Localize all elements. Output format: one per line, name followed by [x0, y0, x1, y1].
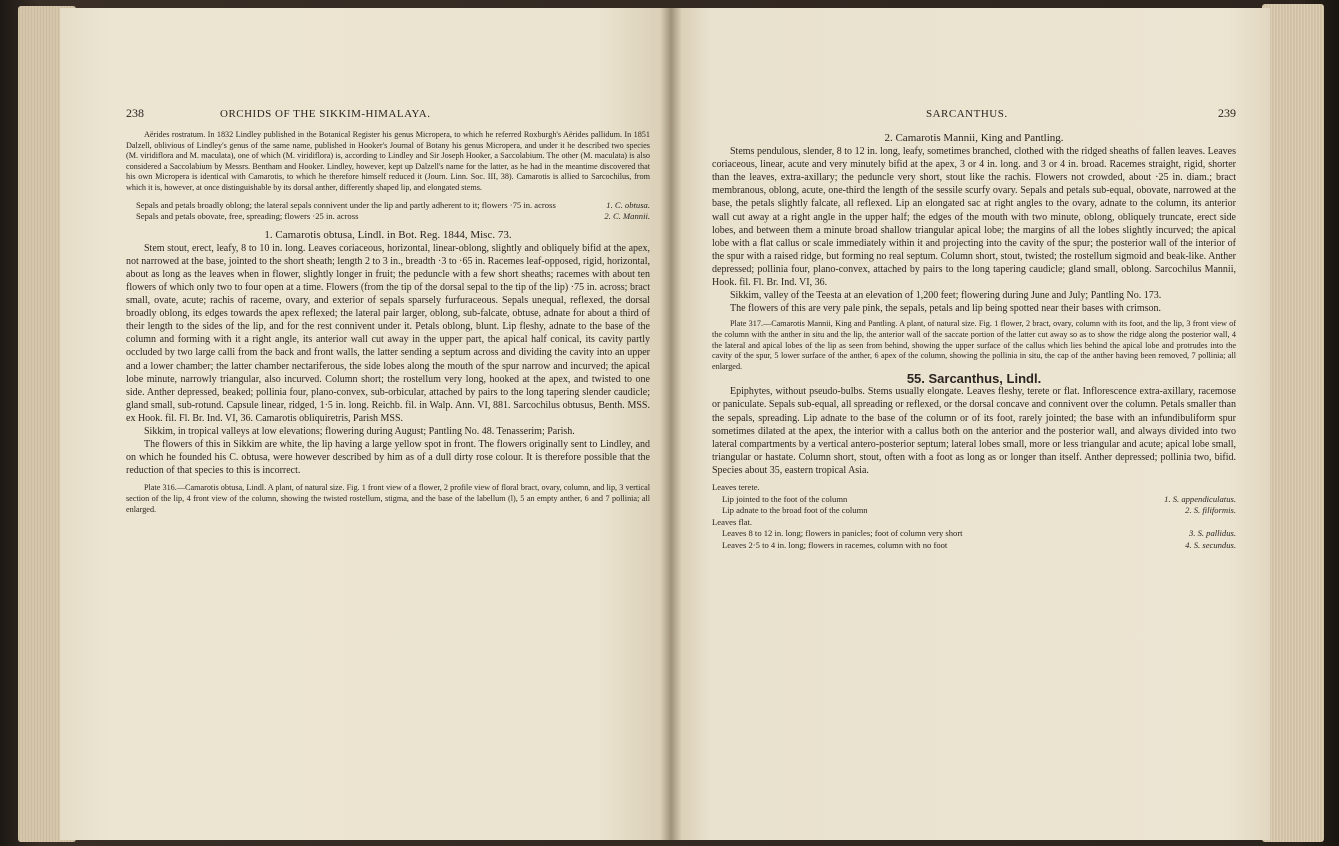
page-edges-right — [1262, 4, 1324, 842]
locality-mannii: Sikkim, valley of the Teesta at an elevation of 1,200 feet; flowering during June and July; Pantling No. 173. — [730, 290, 1162, 302]
camarotis-key — [136, 200, 650, 223]
left-page-number: 238 — [126, 106, 144, 120]
description-obtusa: Stem stout, erect, leafy, 8 to 10 in. long. Leaves coriaceous, horizontal, linear-oblong, slightly and obliquely bifid at the apex, not narrowed at the base, jointed to the short sheath; length 2 to 3 in., breadth ·3 to ·65 in. Racemes leaf-opposed, rigid, horizontal, about as long as the leaves when in flower, slightly longer in fruit; the peduncle with a few short sheaths; racemes with about ten flowers of which only two to four open at a time. Flowers (from the tip of the dorsal sepal to the tip of the lip) ·75 in. across; bract small, ovate, acute; rachis of raceme, ovary, and exterior of sepals sparsely furfuraceous. Sepals unequal, reflexed, the dorsal broadly oblong, its edges towards the apex reflexed; the lateral pair larger, oblong, sub-falcate, obtuse, adnate for about a third of their length to the sides of the lip, and for the rest connivent under it. Petals oblong, blunt. Lip fleshy, adnate to the base of the column and forming with it a right angle, its anterior wall cut away in the upper part, the apical half conical, its cavity partly occluded by two large calli from the back and front walls, the latter sending a septum across and dividing the cavity into an upper and a lower chamber; the latter chamber nectariferous, the side lobes along the mouth of the spur narrow and incurved; the apical lobe minute, narrowly triangular, also incurved. Column short; the rostellum very long, hooked at the apex, and twisted to one side. Anther depressed, beaked; pollinia four, plano-convex, sub-orbicular, attached by pairs to the long tapering slender caudicle; gland small, sub-rotund. Capsule linear, ridged, 1·5 in. long. Reichb. fil. in Walp. Ann. VI, 881. Sarcochilus obtusus, Benth. MSS. ex Hook. fil. Fl. Br. Ind. VI, 36. Camarotis obliquiretris, Parish MSS. — [126, 242, 650, 424]
left-page — [60, 8, 670, 840]
book-gutter — [660, 8, 682, 840]
key-row: Leaves 2·5 to 4 in. long; flowers in racemes, column with no foot 4. S. secundus. — [722, 539, 1236, 550]
right-running-header: SARCANTHUS. — [926, 108, 1008, 120]
genus-heading-sarcanthus: 55. Sarcanthus, Lindl. — [906, 371, 1042, 387]
left-running-header: ORCHIDS OF THE SIKKIM-HIMALAYA. — [220, 108, 431, 120]
key-label: Leaves terete. — [712, 482, 760, 493]
key-row: Sepals and petals broadly oblong; the lateral sepals connivent under the lip and partly adherent to it; flowers ·75 in. across 1. C. obtusa. — [136, 199, 650, 210]
right-text-block — [712, 132, 1236, 551]
key-row: Sepals and petals obovate, free, spreading; flowers ·25 in. across 2. C. Mannii. — [136, 211, 650, 222]
plate-caption-316: Plate 316.—Camarotis obtusa, Lindl. A plant, of natural size. Fig. 1 front view of a flower, 2 profile view of floral bract, ovary, column, and lip, 3 vertical section of the lip, 4 front view of the column, showing the twisted rostellum, stigma, and the base of the labellum (l), 5 an empty anther, 6 and 7 pollinia; all enlarged. — [126, 483, 650, 514]
notes-obtusa: The flowers of this in Sikkim are white, the lip having a large yellow spot in front. The flowers originally sent to Lindley, and on which he founded his C. obtusa, were however described by him as of a dull dirty rose colour. It is therefore possible that the reduction of that species to this is incorrect. — [126, 439, 650, 477]
plate-caption-317: Plate 317.—Camarotis Mannii, King and Pantling. A plant, of natural size. Fig. 1 flower, 2 bract, ovary, column with its foot, and the lip, 3 front view of the column with the anther in situ and the lip, the anterior wall of the saccate portion of the latter cut away so as to show the ridge along the posterior wall, 4 the lateral and apical lobes of the lip as seen from behind, showing the upper surface of the callus which lies behind the apical lobe and protrudes into the cavity of the spur, 5 lower surface of the anther, 6 apex of the column, showing the pollinia in situ, the cap of the anther having been removed, 7 pollinia; all enlarged. — [712, 319, 1236, 371]
species-heading-mannii: 2. Camarotis Mannii, King and Pantling. — [884, 132, 1064, 144]
right-page — [670, 8, 1270, 840]
intro-paragraph: Aërides rostratum. In 1832 Lindley published in the Botanical Register his genus Micropera, to which he referred Roxburgh's Aërides pallidum. In 1851 Dalzell, oblivious of Lindley's genus of the same name, published in Hooker's Journal of Botany his genus Micropera, and under it he described two species (M. viridiflora and M. maculata), one of which (M. viridiflora) is, according to Lindley and Sir Joseph Hooker, a Saccolabium. The other (M. maculata) is also considered a Saccolabium by Messrs. Bentham and Hooker. Lindley, however, kept up Dalzell's name for the latter, as he had in the meantime discovered that his own Micropera is identical with Camarotis, to which he therefore himself reduced it (Journ. Linn. Soc. III, 38). Camarotis is allied to Sarcochilus, from which it is, however, at once distinguishable by its dorsal anther, differently shaped lip, and elongated stems. — [126, 130, 650, 192]
right-page-number: 239 — [1218, 106, 1236, 120]
key-label: Leaves flat. — [712, 516, 753, 527]
left-text-block — [126, 130, 650, 515]
key-row: Lip adnate to the broad foot of the column 2. S. filiformis. — [722, 505, 1236, 516]
key-row: Leaves 8 to 12 in. long; flowers in panicles; foot of column very short 3. S. pallidus. — [722, 528, 1236, 539]
key-row: Lip jointed to the foot of the column 1. S. appendiculatus. — [722, 493, 1236, 504]
genus-description: Epiphytes, without pseudo-bulbs. Stems usually elongate. Leaves fleshy, terete or flat. Inflorescence extra-axillary, racemose or paniculate. Sepals sub-equal, all spreading or reflexed, or the dorsal concave and connivent over the column. Petals smaller than the sepals, spreading. Lip adnate to the base of the column or of its foot, rarely jointed; the base with an infundibuliform spur sometimes dilated at the apex, the interior with a callus both on the anterior and the posterior wall, and always divided into two lateral compartments by a vertical antero-posterior septum; lateral lobes small, more or less triangular and acute; apical lobe small, triangular or hastate. Column short, stout, often with a foot as long as or longer than itself. Anther depressed; pollinia two, bifid. Species about 35, eastern tropical Asia. — [712, 386, 1236, 476]
species-heading-obtusa: 1. Camarotis obtusa, Lindl. in Bot. Reg. 1844, Misc. 73. — [264, 228, 512, 241]
locality-obtusa: Sikkim, in tropical valleys at low elevations; flowering during August; Pantling No. 48. Tenasserim; Parish. — [144, 425, 575, 437]
notes-mannii: The flowers of this are very pale pink, the sepals, petals and lip being spotted near their bases with crimson. — [730, 303, 1161, 315]
description-mannii: Stems pendulous, slender, 8 to 12 in. long, leafy, sometimes branched, clothed with the ridged sheaths of fallen leaves. Leaves coriaceous, linear, acute and very minutely bifid at the apex, 3 or 4 in. long. and 3 or 4 in. broad. Racemes straight, rigid, shorter than the leaves, extra-axillary; the peduncle very short, stout like the rachis. Flowers not crowded, about ·25 in. diam.; bract membranous, oblong, acute, one-third the length of the sessile scurfy ovary. Sepals and petals sub-equal, obovate, narrowed at the base, the petals slightly falcate, all reflexed. Lip an elongated sac at right angles to the ovary, adnate to the column, its anterior wall cut away at a right angle in the upper half; the edges of the mouth with two minute, oblong, obliquely truncate, erect side lobes, and between them a minute broad shallow triangular apical lobe; the margins of all the lobes slightly incurved; the apical lobe with a flat callus or scale immediately within it and projecting into the cavity of the spur; the posterior wall of the interior of the spur with a raised ridge, but forming no real septum. Column short, stout, twisted; the rostellum sigmoid and beak-like. Anther depressed; pollinia four, plano-convex, attached by pairs to the long tapering caudicle; gland small, oblong. Sarcochilus Mannii, Hook. fil. Fl. Br. Ind. VI, 36. — [712, 146, 1236, 289]
sarcanthus-key — [712, 482, 1236, 551]
